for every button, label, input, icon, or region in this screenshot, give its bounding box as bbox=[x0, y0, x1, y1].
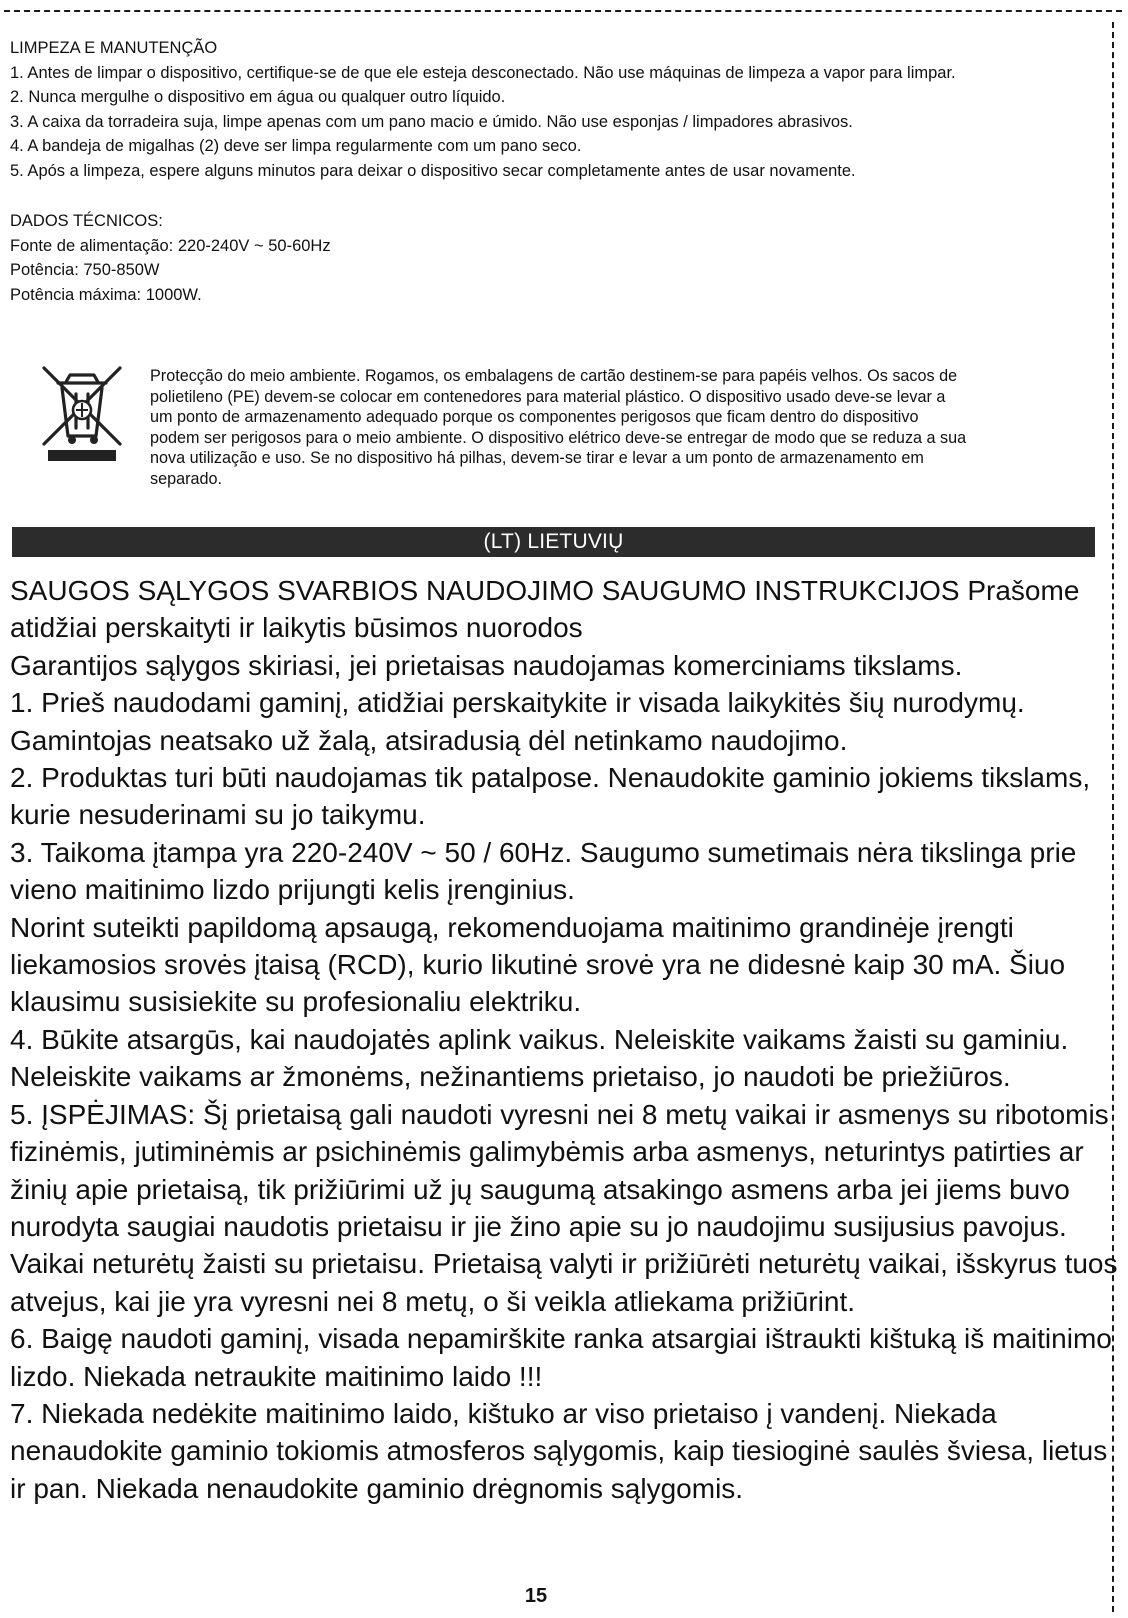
environment-notice bbox=[150, 366, 1080, 489]
section-banner-lithuanian: (LT) LIETUVIŲ bbox=[12, 527, 1095, 557]
text-line: ir pan. Niekada nenaudokite gaminio drėgnomis sąlygomis. bbox=[10, 1472, 744, 1504]
text-line: nenaudokite gaminio tokiomis atmosferos sąlygomis, kaip tiesioginė saulės šviesa, lietus bbox=[10, 1435, 1108, 1467]
text-line: fizinėmis, jutiminėmis ar psichinėmis galimybėmis arba asmenys, neturintys patirties ar bbox=[10, 1136, 1084, 1168]
environment-line: podem ser perigosos para o meio ambiente. O dispositivo elétrico deve-se entregar de modo que se reduza a sua bbox=[150, 428, 967, 447]
technical-heading: DADOS TÉCNICOS: bbox=[10, 212, 163, 230]
maintenance-item: 4. A bandeja de migalhas (2) deve ser limpa regularmente com um pano seco. bbox=[10, 137, 582, 156]
text-line: 2. Produktas turi būti naudojamas tik patalpose. Nenaudokite gaminio jokiems tikslams, bbox=[10, 762, 1091, 794]
text-line: 1. Prieš naudodami gaminį, atidžiai perskaitykite ir visada laikykitės šių nurodymų. bbox=[10, 687, 1025, 719]
weee-crossed-bin-icon bbox=[38, 364, 126, 464]
text-line: Norint suteikti papildomą apsaugą, rekomenduojama maitinimo grandinėje įrengti bbox=[10, 911, 1014, 943]
text-line: Vaikai neturėtų žaisti su prietaisu. Prietaisą valyti ir prižiūrėti neturėtų vaikai, išskyrus tuos bbox=[10, 1248, 1118, 1280]
environment-line: separado. bbox=[150, 469, 222, 488]
text-line: 3. Taikoma įtampa yra 220-240V ~ 50 / 60Hz. Saugumo sumetimais nėra tikslinga prie bbox=[10, 836, 1077, 868]
text-line: SAUGOS SĄLYGOS SVARBIOS NAUDOJIMO SAUGUMO INSTRUKCIJOS Prašome bbox=[10, 575, 1080, 606]
text-line: klausimu susisiekite su profesionaliu elektriku. bbox=[10, 986, 582, 1018]
maintenance-item: 5. Após a limpeza, espere alguns minutos para deixar o dispositivo secar completamente antes de usar novamente. bbox=[10, 161, 856, 180]
environment-line: um ponto de armazenamento adequado porque os componentes perigosos que ficam dentro do dispositivo bbox=[150, 408, 919, 426]
text-line: žinių apie prietaisą, tik prižiūrimi už jų saugumą atsakingo asmens arba jei jiems buvo bbox=[10, 1173, 1070, 1205]
technical-item: Fonte de alimentação: 220-240V ~ 50-60Hz bbox=[10, 236, 331, 255]
lithuanian-safety-text bbox=[10, 572, 1118, 1507]
text-line: 7. Niekada nedėkite maitinimo laido, kištuko ar viso prietaiso į vandenį. Niekada bbox=[10, 1397, 997, 1429]
text-line: vieno maitinimo lizdo prijungti kelis įrenginius. bbox=[10, 874, 575, 906]
text-line: 5. ĮSPĖJIMAS: Šį prietaisą gali naudoti vyresni nei 8 metų vaikai ir asmenys su ribotomis bbox=[10, 1098, 1109, 1130]
text-line: atvejus, kai jie yra vyresni nei 8 metų, o ši veikla atliekama prižiūrint. bbox=[10, 1285, 856, 1317]
cut-line-right bbox=[1112, 22, 1114, 1612]
text-line: atidžiai perskaityti ir laikytis būsimos nuorodos bbox=[10, 612, 583, 644]
text-line: 6. Baigę naudoti gaminį, visada nepamirškite ranka atsargiai ištraukti kištuką iš maitinimo bbox=[10, 1323, 1112, 1355]
technical-item: Potência: 750-850W bbox=[10, 261, 160, 280]
environment-line: nova utilização e uso. Se no dispositivo há pilhas, devem-se tirar e levar a um ponto de armazenamento em bbox=[150, 449, 924, 467]
maintenance-section bbox=[10, 36, 956, 184]
text-line: kurie nesuderinami su jo taikymu. bbox=[10, 799, 426, 831]
text-line: Gamintojas neatsako už žalą, atsiradusią dėl netinkamo naudojimo. bbox=[10, 724, 848, 756]
page-number: 15 bbox=[524, 1585, 548, 1607]
maintenance-item: 3. A caixa da torradeira suja, limpe apenas com um pano macio e úmido. Não use esponjas / limpadores abrasivos. bbox=[10, 112, 853, 131]
maintenance-heading: LIMPEZA E MANUTENÇÃO bbox=[10, 39, 218, 57]
environment-line: polietileno (PE) devem-se colocar em contenedores para material plástico. O dispositivo usado deve-se levar a bbox=[150, 387, 946, 406]
environment-line: Protecção do meio ambiente. Rogamos, os embalagens de cartão destinem-se para papéis velhos. Os sacos de bbox=[150, 367, 958, 385]
maintenance-item: 2. Nunca mergulhe o dispositivo em água ou qualquer outro líquido. bbox=[10, 88, 506, 107]
text-line: Garantijos sąlygos skiriasi, jei prietaisas naudojamas komerciniams tikslams. bbox=[10, 649, 963, 681]
text-line: 4. Būkite atsargūs, kai naudojatės aplink vaikus. Neleiskite vaikams žaisti su gaminiu. bbox=[10, 1023, 1069, 1055]
text-line: liekamosios srovės įtaisą (RCD), kurio likutinė srovė yra ne didesnė kaip 30 mA. Šiuo bbox=[10, 949, 1066, 981]
cut-line-top bbox=[4, 10, 1122, 12]
technical-item: Potência máxima: 1000W. bbox=[10, 285, 202, 304]
maintenance-item: 1. Antes de limpar o dispositivo, certifique-se de que ele esteja desconectado. Não use máquinas de limpeza a vapor para limpar. bbox=[10, 63, 956, 82]
text-line: Neleiskite vaikams ar žmonėms, nežinantiems prietaiso, jo naudoti be priežiūros. bbox=[10, 1061, 1011, 1093]
text-line: lizdo. Niekada netraukite maitinimo laido !!! bbox=[10, 1360, 543, 1392]
technical-section bbox=[10, 209, 331, 307]
text-line: nurodyta saugiai naudotis prietaisu ir jie žino apie su jo naudojimu susijusius pavojus. bbox=[10, 1210, 1067, 1242]
